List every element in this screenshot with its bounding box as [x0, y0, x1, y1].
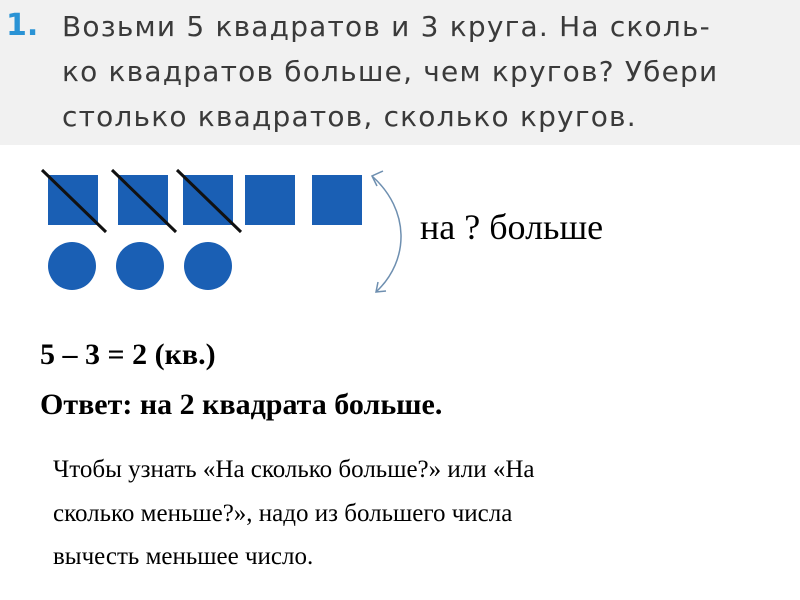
squares-row [42, 170, 362, 232]
rule-text-line-2: сколько меньше?», надо из большего числа [53, 500, 513, 527]
comparison-label: на ? больше [420, 207, 604, 247]
rule-text-line-3: вычесть меньшее число. [53, 543, 314, 570]
shapes-figure [0, 150, 420, 300]
task-header [0, 0, 800, 145]
task-number: 1. [6, 8, 39, 43]
answer-text: Ответ: на 2 квадрата больше. [40, 388, 443, 421]
task-text-line-1: Возьми 5 квадратов и 3 круга. На сколь- [62, 10, 711, 43]
comparison-arrow-icon [372, 171, 401, 292]
rule-text-line-1: Чтобы узнать «На сколько больше?» или «На [53, 456, 535, 483]
circle [184, 242, 232, 290]
square [245, 175, 295, 225]
circle [116, 242, 164, 290]
circle [48, 242, 96, 290]
square [312, 175, 362, 225]
task-text-line-3: столько квадратов, сколько кругов. [62, 100, 637, 133]
circles-row [48, 242, 232, 290]
task-text-line-2: ко квадратов больше, чем кругов? Убери [62, 55, 719, 88]
equation: 5 – 3 = 2 (кв.) [40, 338, 216, 371]
